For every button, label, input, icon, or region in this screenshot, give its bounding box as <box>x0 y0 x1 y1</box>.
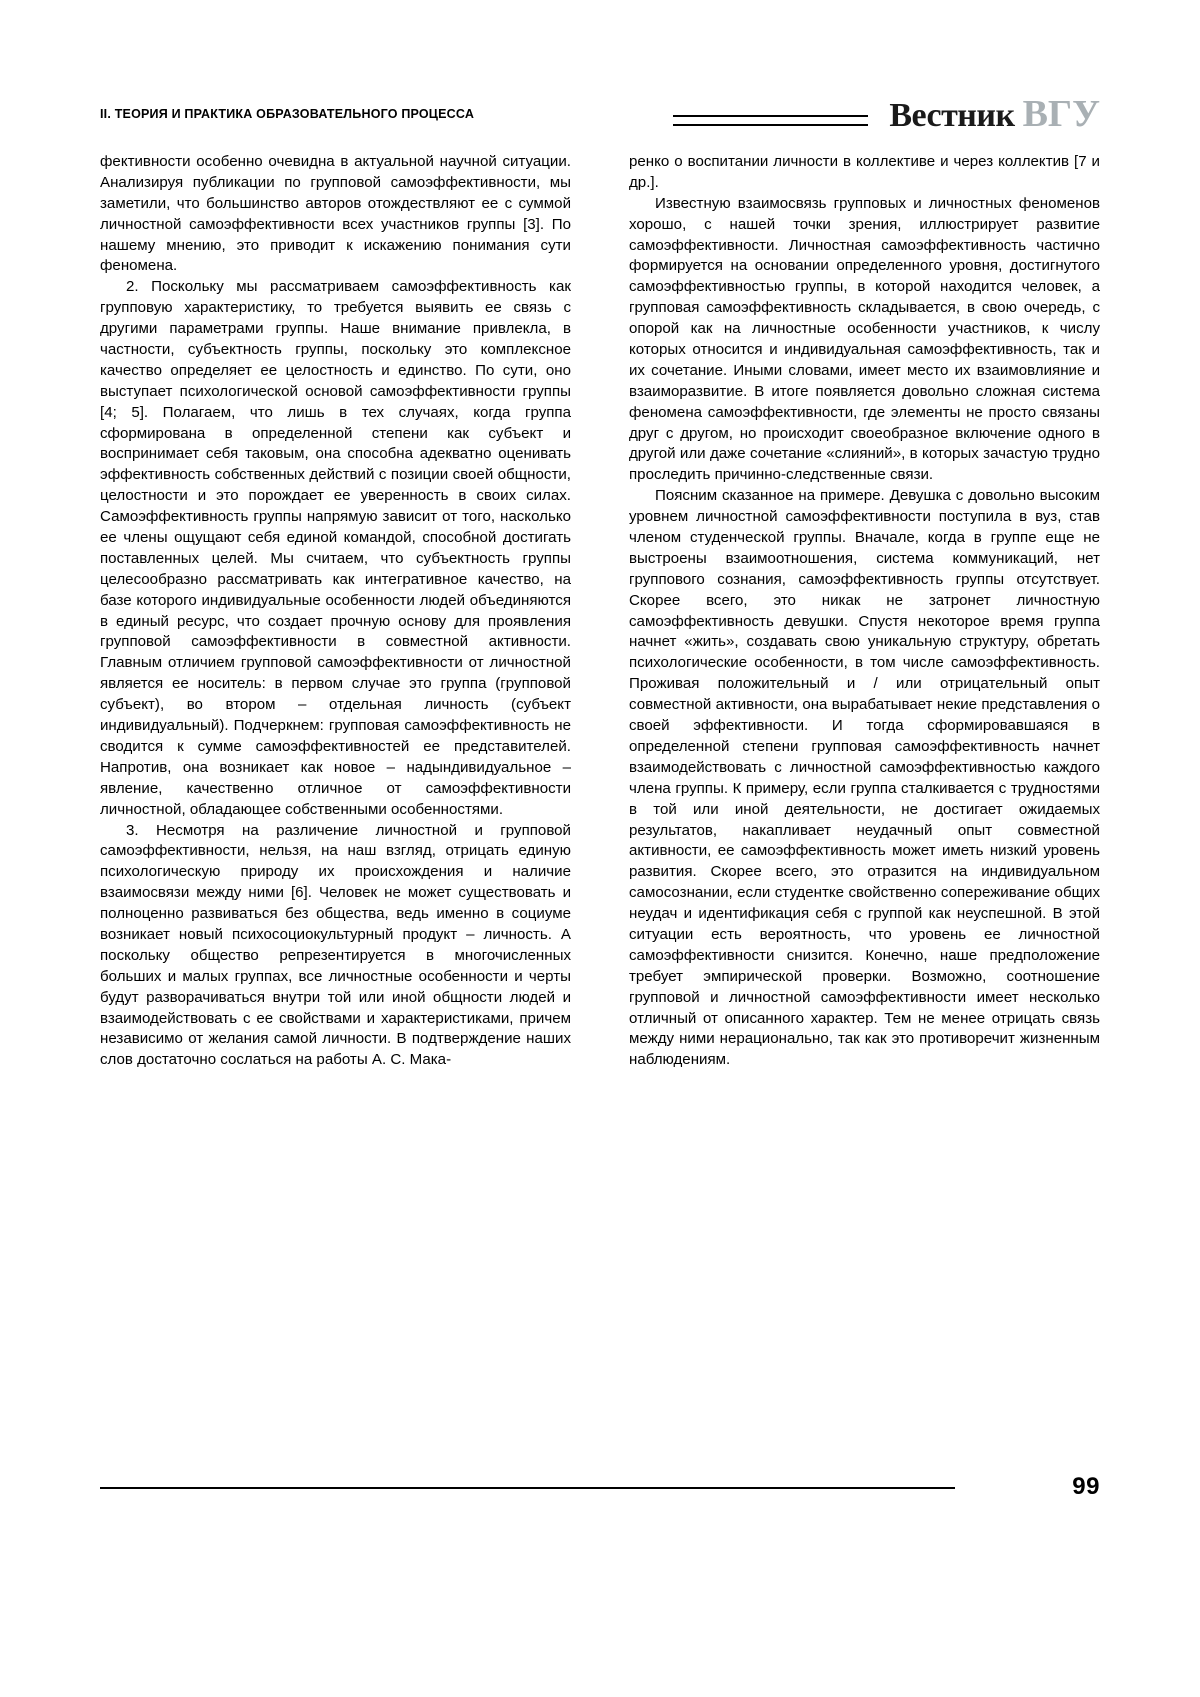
paragraph: Известную взаимосвязь групповых и личностных феноменов хорошо, с нашей точки зрения, иллюстрирует развитие самоэффективности. Личностная самоэффективность частично формируется на основании определенного уровня, достигнутого самоэффективностью группы, в которой находится человек, а групповая самоэффективность складывается, в свою очередь, с опорой как на личностные особенности участников, к числу которых относится и индивидуальная самоэффективность, так и их сочетание. Иными словами, имеет место их взаимовлияние и взаиморазвитие. В итоге появляется довольно сложная система феномена самоэффективности, где элементы не просто связаны друг с другом, но происходит своеобразное включение одного в другой или даже сочетание «слияний», в которых зачастую трудно проследить причинно-следственные связи. <box>629 194 1100 484</box>
right-column <box>629 152 1100 1412</box>
footer-rule <box>100 1487 955 1489</box>
paragraph: ренко о воспитании личности в коллективе и через коллектив [7 и др.]. <box>629 153 1100 191</box>
page-header <box>100 95 1100 139</box>
two-column-body <box>100 152 1100 1412</box>
journal-masthead <box>889 95 1100 133</box>
left-column <box>100 152 571 1412</box>
paragraph: 3. Несмотря на различение личностной и групповой самоэффективности, нельзя, на наш взгляд, отрицать единую психологическую природу их происхождения и наличие взаимосвязи между ними [6]. Человек не может существовать и полноценно развиваться без общества, ведь именно в социуме возникает новый психосоциокультурный продукт – личность. А поскольку общество репрезентируется в многочисленных больших и малых группах, все личностные особенности и черты будут разворачиваться внутри той или иной общности людей и взаимодействовать с ее свойствами и характеристиками, причем независимо от желания самой личности. В подтверждение наших слов достаточно сослаться на работы А. С. Мака- <box>100 821 571 1069</box>
journal-name-abbr: ВГУ <box>1022 93 1100 135</box>
paragraph: фективности особенно очевидна в актуальной научной ситуации. Анализируя публикации по групповой самоэффективности, мы заметили, что большинство авторов отождествляют ее с суммой личностной самоэффективности всех участников группы [3]. По нашему мнению, это приводит к искажению понимания сути феномена. <box>100 153 571 275</box>
page-footer <box>100 1473 1100 1527</box>
section-title: II. ТЕОРИЯ И ПРАКТИКА ОБРАЗОВАТЕЛЬНОГО ПРОЦЕССА <box>100 107 475 121</box>
page-number: 99 <box>1072 1473 1100 1500</box>
paragraph: 2. Поскольку мы рассматриваем самоэффективность как групповую характеристику, то требуется выявить ее связь с другими параметрами группы. Наше внимание привлекла, в частности, субъектность группы, поскольку это комплексное качество определяет ее целостность и единство. По сути, оно выступает психологической основой самоэффективности группы [4; 5]. Полагаем, что лишь в тех случаях, когда группа сформирована в определенной степени как субъект и воспринимает себя таковым, она способна адекватно оценивать эффективность собственных действий с позиции своей общности, целостности и это порождает ее уверенность в своих силах. Самоэффективность группы напрямую зависит от того, насколько ее члены ощущают себя единой командой, способной достигать поставленных целей. Мы считаем, что субъектность группы целесообразно рассматривать как интегративное качество, на базе которого индивидуальные особенности людей объединяются в единый ресурс, что создает прочную основу для проявления групповой самоэффективности в совместной активности. Главным отличием групповой самоэффективности от личностной является ее носитель: в первом случае это группа (групповой субъект), во втором – отдельная личность (субъект индивидуальный). Подчеркнем: групповая самоэффективность не сводится к сумме самоэффективностей ее представителей. Напротив, она возникает как новое – надындивидуальное – явление, качественно отличное от самоэффективности личностной, обладающее собственными особенностями. <box>100 278 571 818</box>
paragraph: Поясним сказанное на примере. Девушка с довольно высоким уровнем личностной самоэффективности поступила в вуз, став членом студенческой группы. Вначале, когда в группе еще не выстроены взаимоотношения, система коммуникаций, нет группового сознания, самоэффективность группы отсутствует. Скорее всего, это никак не затронет личностную самоэффективность девушки. Спустя некоторое время группа начнет «жить», создавать свою уникальную структуру, обретать психологические особенности, в том числе самоэффективность. Проживая положительный и / или отрицательный опыт совместной активности, она вырабатывает некие представления о своей эффективности. И тогда сформировавшаяся в определенной степени групповая самоэффективность начнет взаимодействовать с личностной самоэффективностью каждого члена группы. К примеру, если группа сталкивается с трудностями в той или иной деятельности, не достигает ожидаемых результатов, накапливает неудачный опыт совместной активности, ее самоэффективность может иметь низкий уровень развития. Скорее всего, это отразится на индивидуальном самосознании, если студентке свойственно сопереживание общих неудач и идентификация себя с группой как неуспешной. В этой ситуации есть вероятность, что уровень ее личностной самоэффективности снизится. Конечно, наше предположение требует эмпирической проверки. Возможно, соотношение групповой и личностной самоэффективности имеет несколько отличный от описанного характер. Тем не менее отрицать связь между ними нерационально, так как это противоречит жизненным наблюдениям. <box>629 487 1100 1069</box>
journal-name-main: Вестник <box>889 97 1015 134</box>
header-double-rule <box>673 115 868 126</box>
